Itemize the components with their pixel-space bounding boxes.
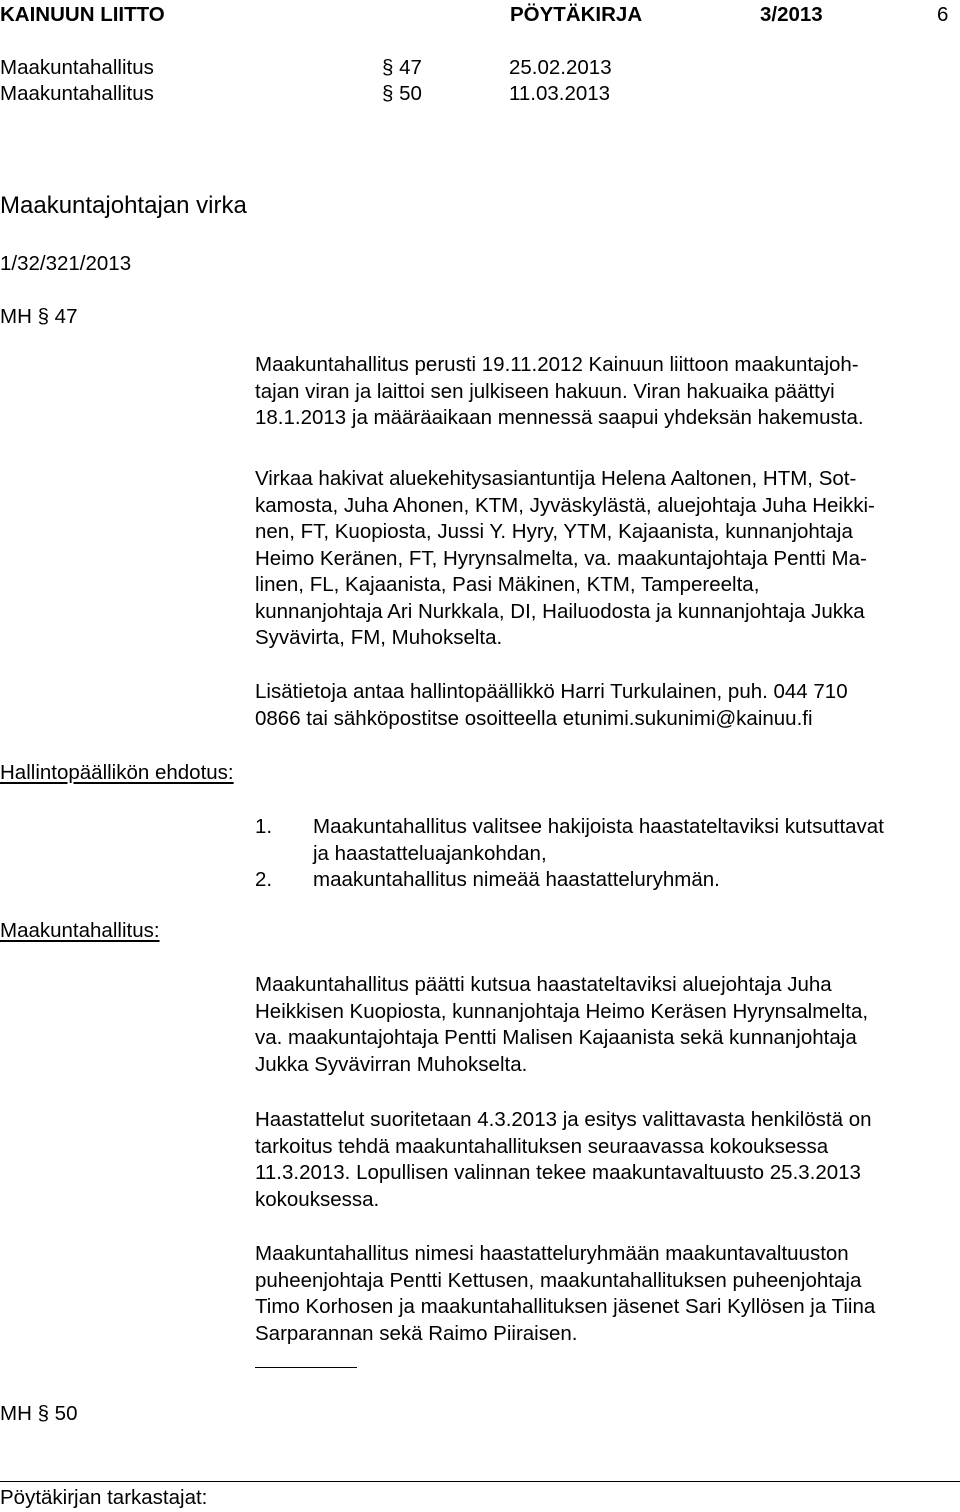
text-line: Heimo Keränen, FT, Hyrynsalmelta, va. maakuntajohtaja Pentti Ma- xyxy=(255,546,867,570)
text-line: Virkaa hakivat aluekehitysasiantuntija Helena Aaltonen, HTM, Sot- xyxy=(255,467,857,490)
text-line: maakuntahallitus nimeää haastatteluryhmän. xyxy=(313,868,720,891)
text-line: linen, FL, Kajaanista, Pasi Mäkinen, KTM, Tampereelta, xyxy=(255,573,760,596)
section-label-mh50: MH § 50 xyxy=(0,1402,78,1425)
text-line: Timo Korhosen ja maakuntahallituksen jäsenet Sari Kyllösen ja Tiina xyxy=(255,1295,876,1318)
text-line: Syvävirta, FM, Muhokselta. xyxy=(255,626,503,649)
text-line: kokouksessa. xyxy=(255,1187,380,1211)
text-line: 0866 tai sähköpostitse osoitteella etunimi.sukunimi@kainuu.fi xyxy=(255,706,813,730)
text-line: Lisätietoja antaa hallintopäällikkö Harri Turkulainen, puh. 044 710 xyxy=(255,680,848,703)
footer-label: Pöytäkirjan tarkastajat: xyxy=(0,1486,208,1509)
doc-number: 3/2013 xyxy=(760,3,823,26)
text-line: Maakuntahallitus perusti 19.11.2012 Kainuun liittoon maakuntajoh- xyxy=(255,353,859,376)
list-number: 2. xyxy=(255,868,273,891)
text-line: kunnanjohtaja Ari Nurkkala, DI, Hailuodosta ja kunnanjohtaja Jukka xyxy=(255,599,865,623)
list-text xyxy=(313,814,884,867)
org-name: KAINUUN LIITTO xyxy=(0,3,165,26)
meeting-date: 11.03.2013 xyxy=(509,82,611,105)
meeting-body: Maakuntahallitus xyxy=(0,56,154,79)
doc-type: PÖYTÄKIRJA xyxy=(510,3,643,26)
contact-paragraph xyxy=(255,679,955,732)
case-number: 1/32/321/2013 xyxy=(0,252,132,275)
interview-paragraph xyxy=(255,1107,955,1213)
meeting-section: § 47 xyxy=(382,56,422,79)
text-line: Jukka Syvävirran Muhokselta. xyxy=(255,1052,528,1076)
meeting-date: 25.02.2013 xyxy=(509,56,612,79)
meeting-body: Maakuntahallitus xyxy=(0,82,154,105)
footer-divider xyxy=(0,1481,960,1482)
applicants-paragraph xyxy=(255,466,955,652)
page-title: Maakuntajohtajan virka xyxy=(0,192,247,219)
decision-paragraph xyxy=(255,972,955,1078)
text-line: Sarparannan sekä Raimo Piiraisen. xyxy=(255,1321,578,1345)
text-line: Heikkisen Kuopiosta, kunnanjohtaja Heimo Keräsen Hyrynsalmelta, xyxy=(255,999,869,1023)
list-number: 1. xyxy=(255,815,273,838)
text-line: tarkoitus tehdä maakuntahallituksen seuraavassa kokouksessa xyxy=(255,1134,829,1158)
intro-paragraph xyxy=(255,352,955,432)
text-line: Haastattelut suoritetaan 4.3.2013 ja esitys valittavasta henkilöstä on xyxy=(255,1108,872,1131)
meeting-section: § 50 xyxy=(382,82,422,105)
text-line: ja haastatteluajankohdan, xyxy=(313,841,547,865)
text-line: Maakuntahallitus nimesi haastatteluryhmään maakuntavaltuuston xyxy=(255,1242,849,1265)
text-line: Maakuntahallitus päätti kutsua haastateltaviksi aluejohtaja Juha xyxy=(255,973,832,996)
text-line: Maakuntahallitus valitsee hakijoista haastateltaviksi kutsuttavat xyxy=(313,815,884,838)
board-label: Maakuntahallitus: xyxy=(0,919,160,942)
page-number: 6 xyxy=(937,3,949,26)
text-line: nen, FT, Kuopiosta, Jussi Y. Hyry, YTM, Kajaanista, kunnanjohtaja xyxy=(255,520,853,543)
text-line: 18.1.2013 ja määräaikaan mennessä saapui yhdeksän hakemusta. xyxy=(255,406,864,429)
list-text xyxy=(313,867,720,894)
text-line: puheenjohtaja Pentti Kettusen, maakuntahallituksen puheenjohtaja xyxy=(255,1268,862,1292)
end-divider xyxy=(255,1367,357,1368)
text-line: kamosta, Juha Ahonen, KTM, Jyväskylästä, aluejohtaja Juha Heikki- xyxy=(255,493,875,517)
proposal-label: Hallintopäällikön ehdotus: xyxy=(0,761,234,784)
text-line: tajan viran ja laittoi sen julkiseen hakuun. Viran hakuaika päättyi xyxy=(255,379,835,403)
text-line: va. maakuntajohtaja Pentti Malisen Kajaanista sekä kunnanjohtaja xyxy=(255,1026,857,1049)
section-label-mh47: MH § 47 xyxy=(0,305,78,328)
text-line: 11.3.2013. Lopullisen valinnan tekee maakuntavaltuusto 25.3.2013 xyxy=(255,1161,861,1184)
group-paragraph xyxy=(255,1241,955,1347)
